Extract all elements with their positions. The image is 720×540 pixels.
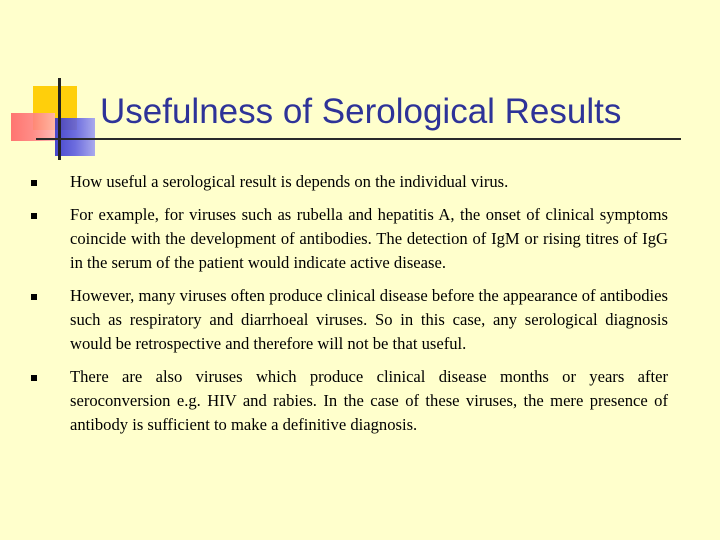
title-underline [36, 138, 681, 140]
logo-vertical-line [58, 78, 61, 160]
square-bullet-icon [31, 213, 37, 219]
square-bullet-icon [31, 294, 37, 300]
bullet-item [28, 365, 668, 437]
bullet-item [28, 284, 668, 356]
slide-logo [0, 0, 110, 170]
square-bullet-icon [31, 375, 37, 381]
bullet-text: There are also viruses which produce clinical disease months or years after seroconversion e.g. HIV and rabies. In the case of these viruses, the mere presence of antibody is sufficient to make a definitive diagnosis. [70, 367, 668, 434]
logo-red-bar [11, 113, 55, 141]
bullet-text: For example, for viruses such as rubella and hepatitis A, the onset of clinical symptoms coincide with the development of antibodies. The detection of IgM or rising titres of IgG in the serum of the patient would indicate active disease. [70, 205, 668, 272]
bullet-item [28, 203, 668, 275]
logo-blue-square [55, 118, 95, 156]
square-bullet-icon [31, 180, 37, 186]
bullet-text: However, many viruses often produce clinical disease before the appearance of antibodies such as respiratory and diarrhoeal viruses. So in this case, any serological diagnosis would be retrospective and therefore will not be that useful. [70, 286, 668, 353]
bullet-item [28, 170, 668, 194]
bullet-text: How useful a serological result is depends on the individual virus. [70, 172, 509, 191]
bullet-list [28, 170, 668, 446]
slide-title: Usefulness of Serological Results [100, 92, 622, 131]
